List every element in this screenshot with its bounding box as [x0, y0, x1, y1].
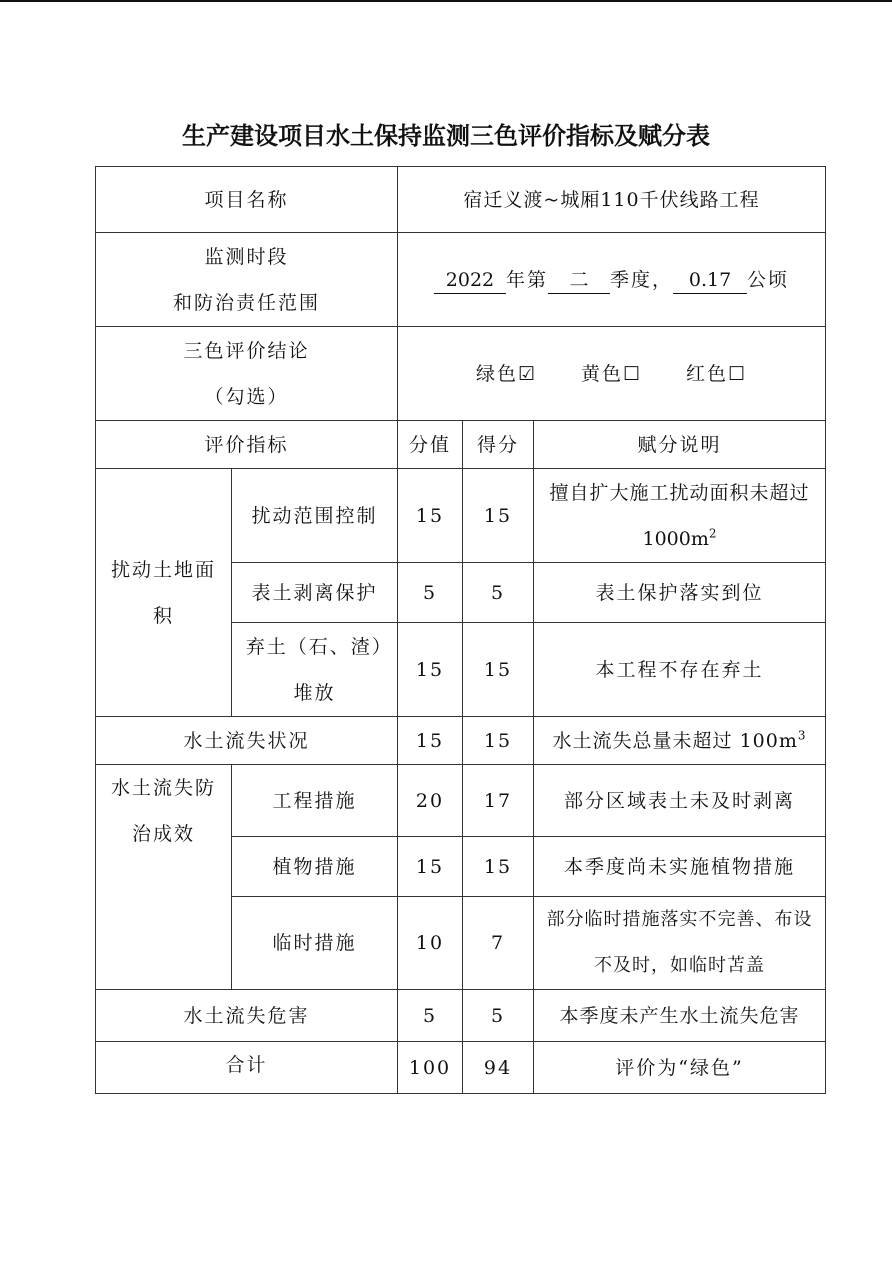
row-explain-unit: 1000m: [642, 527, 709, 550]
header-score-value: 分值: [398, 421, 463, 469]
conclusion-options: [398, 327, 826, 421]
total-score: 94: [463, 1042, 534, 1094]
period-quarter: 二: [548, 267, 610, 294]
row-score: 15: [463, 837, 534, 897]
period-quarter-suffix: 季度，: [610, 268, 674, 291]
row-value: 15: [398, 717, 463, 765]
group-erosion: 水土流失防治成效: [96, 765, 232, 990]
period-label: [96, 233, 398, 327]
header-score: 得分: [463, 421, 534, 469]
table-row: [96, 717, 826, 765]
table-header-row: [96, 421, 826, 469]
row-explain: 表土保护落实到位: [534, 563, 826, 623]
row-value: 10: [398, 897, 463, 990]
group-disturb: 扰动土地面积: [96, 469, 232, 717]
row-name: 表土剥离保护: [232, 563, 398, 623]
row-explain: 本季度未产生水土流失危害: [534, 990, 826, 1042]
row-explain: 部分临时措施落实不完善、布设不及时，如临时苫盖: [534, 897, 826, 990]
row-explain-sup: 3: [797, 728, 807, 743]
row-name: 植物措施: [232, 837, 398, 897]
row-score: 15: [463, 623, 534, 717]
row-value: 5: [398, 563, 463, 623]
row-value: 15: [398, 623, 463, 717]
row-explain: [534, 469, 826, 563]
conclusion-label-line2: （勾选）: [204, 385, 289, 408]
row-score: 5: [463, 990, 534, 1042]
table-total-row: [96, 1042, 826, 1094]
row-name: 临时措施: [232, 897, 398, 990]
table-row: [96, 469, 826, 563]
total-label: 合计: [96, 1042, 398, 1094]
page-title: 生产建设项目水土保持监测三色评价指标及赋分表: [182, 122, 710, 150]
table-row: [96, 167, 826, 233]
header-indicator: 评价指标: [96, 421, 398, 469]
row-score: 7: [463, 897, 534, 990]
option-yellow-checkbox[interactable]: 黄色☐: [580, 362, 643, 385]
row-name: 扰动范围控制: [232, 469, 398, 563]
table-row: [96, 990, 826, 1042]
conclusion-label: [96, 327, 398, 421]
row-name: 水土流失状况: [96, 717, 398, 765]
option-red-checkbox[interactable]: 红色☐: [686, 362, 748, 385]
table-row: [96, 233, 826, 327]
row-name: 工程措施: [232, 765, 398, 837]
row-explain-line2: [540, 516, 819, 562]
row-name: 水土流失危害: [96, 990, 398, 1042]
row-name: 弃土（石、渣）堆放: [232, 623, 398, 717]
row-score: 17: [463, 765, 534, 837]
row-value: 5: [398, 990, 463, 1042]
table-row: [96, 327, 826, 421]
row-value: 20: [398, 765, 463, 837]
row-explain-sup: 2: [708, 526, 717, 541]
row-value: 15: [398, 469, 463, 563]
row-score: 15: [463, 717, 534, 765]
row-explain: 部分区域表土未及时剥离: [534, 765, 826, 837]
row-explain: 本工程不存在弃土: [534, 623, 826, 717]
row-score: 5: [463, 563, 534, 623]
table-row: [96, 765, 826, 837]
total-explain: 评价为“绿色”: [534, 1042, 826, 1094]
row-explain-line1: 擅自扩大施工扰动面积未超过: [549, 481, 810, 504]
period-area-unit: 公顷: [747, 268, 790, 291]
period-label-line2: 和防治责任范围: [173, 291, 321, 314]
row-score: 15: [463, 469, 534, 563]
row-explain: 本季度尚未实施植物措施: [534, 837, 826, 897]
period-label-line1: 监测时段: [204, 245, 289, 268]
option-green-checkbox[interactable]: 绿色☑: [475, 362, 537, 385]
conclusion-label-line1: 三色评价结论: [183, 339, 310, 362]
evaluation-table: [95, 166, 826, 1094]
row-explain: [534, 717, 826, 765]
row-explain-text: 水土流失总量未超过 100m: [552, 729, 798, 752]
total-value: 100: [398, 1042, 463, 1094]
row-value: 15: [398, 837, 463, 897]
project-name-value: 宿迁义渡~城厢110千伏线路工程: [398, 167, 826, 233]
period-year-suffix: 年第: [505, 268, 548, 291]
project-name-label: 项目名称: [96, 167, 398, 233]
period-area: 0.17: [673, 267, 747, 294]
header-explain: 赋分说明: [534, 421, 826, 469]
period-year: 2022: [434, 267, 506, 294]
period-value: [398, 233, 826, 327]
top-border-line: [0, 0, 892, 2]
